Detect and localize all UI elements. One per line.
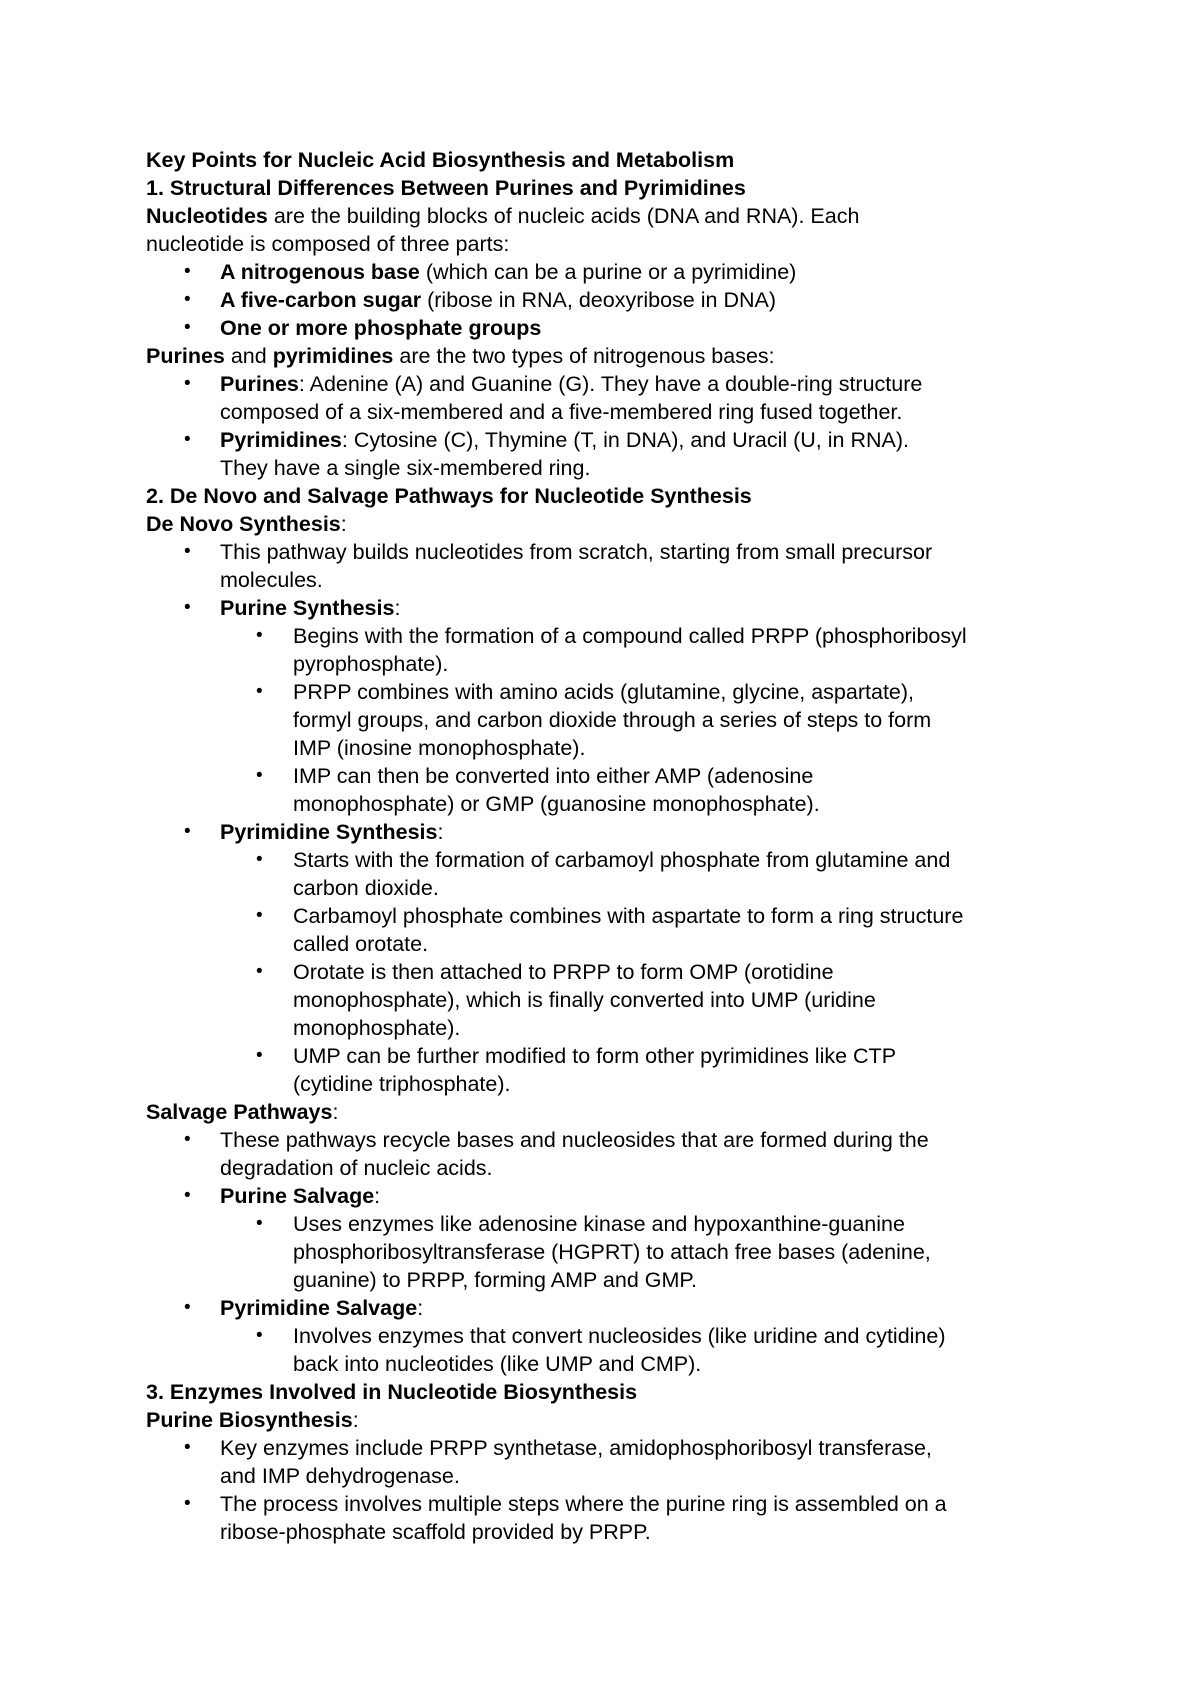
bullet-icon: • xyxy=(184,597,191,618)
denovo-heading: De Novo Synthesis: xyxy=(146,512,347,536)
base-types-intro: Purines and pyrimidines are the two types of nitrogenous bases: xyxy=(146,344,775,368)
list-item: • Purines: Adenine (A) and Guanine (G). They have a double-ring structure composed of a six-membered and a five-membered ring fused together. xyxy=(184,372,923,424)
list-item: • One or more phosphate groups xyxy=(184,316,542,340)
list-item: • UMP can be further modified to form other pyrimidines like CTP (cytidine triphosphate). xyxy=(256,1044,897,1096)
list-item: • Uses enzymes like adenosine kinase and hypoxanthine-guanine phosphoribosyltransferase (HGPRT) to attach free bases (adenine, guanine) to PRPP, forming AMP and GMP. xyxy=(256,1212,931,1292)
list-item: • Involves enzymes that convert nucleosides (like uridine and cytidine) back into nucleotides (like UMP and CMP). xyxy=(256,1324,946,1376)
list-item: • Purine Synthesis: xyxy=(184,596,401,620)
nucleotides-intro: Nucleotides are the building blocks of nucleic acids (DNA and RNA). Each xyxy=(146,204,860,228)
bullet-icon: • xyxy=(256,961,263,982)
bullet-icon: • xyxy=(256,1045,263,1066)
bullet-icon: • xyxy=(256,1213,263,1234)
bullet-icon: • xyxy=(256,905,263,926)
bullet-icon: • xyxy=(184,429,191,450)
bullet-icon: • xyxy=(256,1325,263,1346)
bullet-icon: • xyxy=(184,821,191,842)
document-title: Key Points for Nucleic Acid Biosynthesis and Metabolism xyxy=(146,148,735,172)
bullet-icon: • xyxy=(184,1437,191,1458)
list-item: • Begins with the formation of a compound called PRPP (phosphoribosyl pyrophosphate). xyxy=(256,624,967,676)
document-page xyxy=(146,146,1086,1546)
bullet-icon: • xyxy=(256,625,263,646)
list-item: • Pyrimidine Synthesis: xyxy=(184,820,444,844)
bullet-icon: • xyxy=(184,1297,191,1318)
section-1-heading: 1. Structural Differences Between Purines and Pyrimidines xyxy=(146,176,746,200)
section-3-heading: 3. Enzymes Involved in Nucleotide Biosynthesis xyxy=(146,1380,638,1404)
nucleotides-intro-line2: nucleotide is composed of three parts: xyxy=(146,232,510,256)
bullet-icon: • xyxy=(256,681,263,702)
bullet-icon: • xyxy=(184,1493,191,1514)
bullet-icon: • xyxy=(256,849,263,870)
bullet-icon: • xyxy=(184,261,191,282)
bullet-icon: • xyxy=(184,1129,191,1150)
list-item: • Starts with the formation of carbamoyl phosphate from glutamine and carbon dioxide. xyxy=(256,848,951,900)
bullet-icon: • xyxy=(184,1185,191,1206)
list-item: • A nitrogenous base (which can be a purine or a pyrimidine) xyxy=(184,260,797,284)
list-item: • Pyrimidines: Cytosine (C), Thymine (T, in DNA), and Uracil (U, in RNA). They have a single six-membered ring. xyxy=(184,428,909,480)
list-item: • Pyrimidine Salvage: xyxy=(184,1296,424,1320)
list-item: • Key enzymes include PRPP synthetase, amidophosphoribosyl transferase, and IMP dehydrogenase. xyxy=(184,1436,932,1488)
bullet-icon: • xyxy=(184,289,191,310)
list-item: • PRPP combines with amino acids (glutamine, glycine, aspartate), formyl groups, and carbon dioxide through a series of steps to form IMP (inosine monophosphate). xyxy=(256,680,932,760)
list-item: • Carbamoyl phosphate combines with aspartate to form a ring structure called orotate. xyxy=(256,904,964,956)
salvage-heading: Salvage Pathways: xyxy=(146,1100,339,1124)
bullet-icon: • xyxy=(256,765,263,786)
bullet-icon: • xyxy=(184,317,191,338)
list-item: • IMP can then be converted into either AMP (adenosine monophosphate) or GMP (guanosine monophosphate). xyxy=(256,764,820,816)
list-item: • A five-carbon sugar (ribose in RNA, deoxyribose in DNA) xyxy=(184,288,777,312)
bullet-icon: • xyxy=(184,541,191,562)
list-item: • Purine Salvage: xyxy=(184,1184,381,1208)
list-item: • The process involves multiple steps where the purine ring is assembled on a ribose-phosphate scaffold provided by PRPP. xyxy=(184,1492,947,1544)
list-item: • This pathway builds nucleotides from scratch, starting from small precursor molecules. xyxy=(184,540,933,592)
section-2-heading: 2. De Novo and Salvage Pathways for Nucleotide Synthesis xyxy=(146,484,752,508)
list-item: • Orotate is then attached to PRPP to form OMP (orotidine monophosphate), which is finally converted into UMP (uridine monophosphate). xyxy=(256,960,876,1040)
purine-biosynthesis-heading: Purine Biosynthesis: xyxy=(146,1408,359,1432)
bullet-icon: • xyxy=(184,373,191,394)
list-item: • These pathways recycle bases and nucleosides that are formed during the degradation of nucleic acids. xyxy=(184,1128,929,1180)
